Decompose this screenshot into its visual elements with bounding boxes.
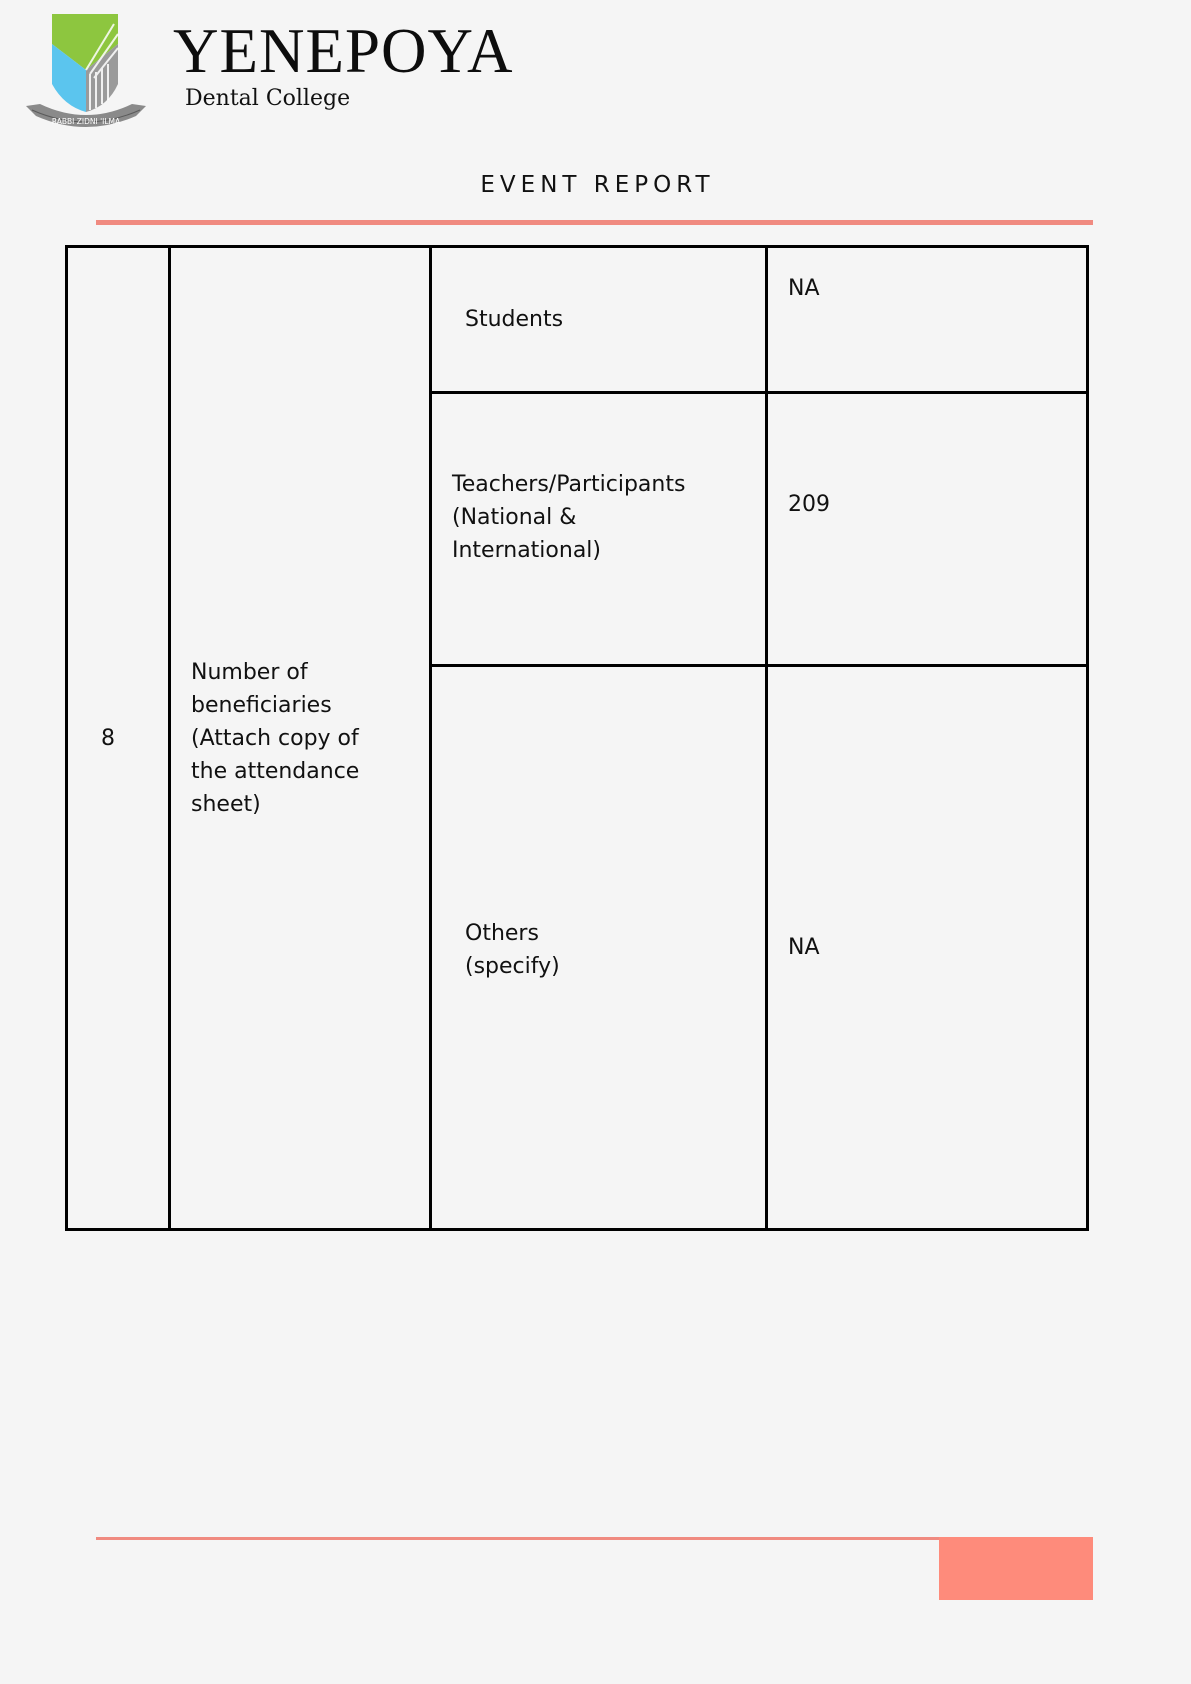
row-number-cell xyxy=(67,247,170,1230)
page-title: EVENT REPORT xyxy=(480,172,715,198)
field-label-line: the attendance xyxy=(191,758,360,784)
value-cell-others xyxy=(767,666,1088,1230)
field-label-line: sheet) xyxy=(191,791,261,817)
value-cell-teachers xyxy=(767,393,1088,666)
shield-logo-icon xyxy=(24,14,148,136)
value-text: NA xyxy=(788,935,820,960)
table-row xyxy=(67,247,1088,393)
category-cell-others xyxy=(431,666,767,1230)
category-cell-teachers xyxy=(431,393,767,666)
field-label-line: Number of xyxy=(191,659,308,685)
category-cell-students xyxy=(431,247,767,393)
value-cell-students xyxy=(767,247,1088,393)
row-number: 8 xyxy=(101,725,115,751)
footer-accent-block xyxy=(939,1537,1093,1600)
value-text: NA xyxy=(788,276,820,301)
brand-subtitle: Dental College xyxy=(185,86,351,111)
category-label: (specify) xyxy=(465,953,560,979)
category-label: Teachers/Participants xyxy=(452,471,686,497)
brand-name: YENEPOYA xyxy=(173,16,514,86)
field-label-cell xyxy=(170,247,431,1230)
logo-motto: RABBI ZIDNI 'ILMA xyxy=(51,117,121,126)
category-label: (National & xyxy=(452,504,577,530)
category-label: Others xyxy=(465,920,539,946)
value-text: 209 xyxy=(788,491,830,517)
category-label: International) xyxy=(452,537,601,563)
header-divider xyxy=(96,220,1093,225)
college-logo xyxy=(24,14,148,136)
category-label: Students xyxy=(465,307,564,332)
field-label-line: (Attach copy of xyxy=(191,725,359,751)
field-label-line: beneficiaries xyxy=(191,692,332,718)
report-table xyxy=(65,245,1089,1231)
